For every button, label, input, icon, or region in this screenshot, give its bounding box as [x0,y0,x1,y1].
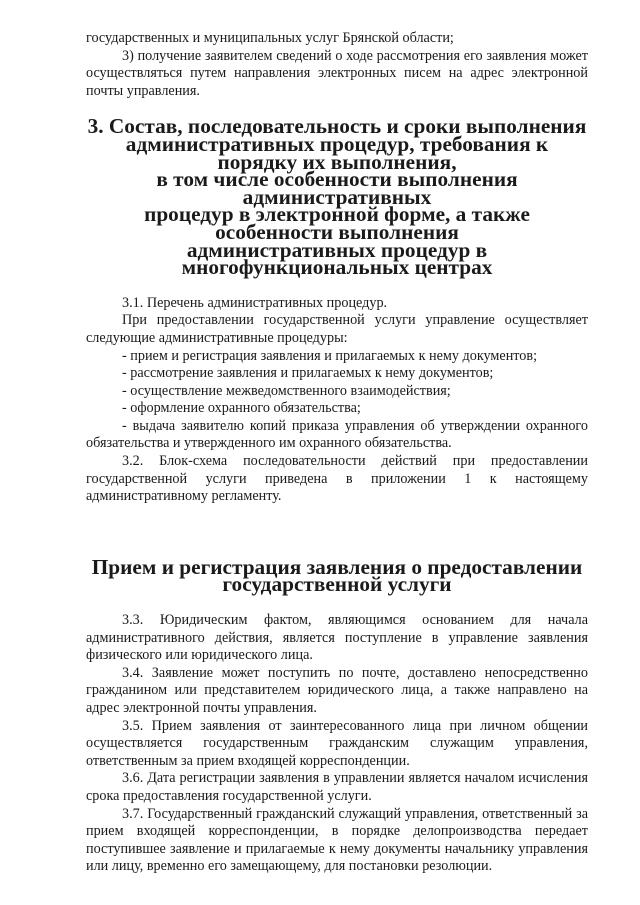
procedures-intro-paragraph: При предоставлении государственной услуги управление осуществляет следующие административные процедуры: [86,312,588,346]
continued-line: государственных и муниципальных услуг Брянской области; [86,30,454,46]
paragraph-3-2: 3.2. Блок-схема последовательности действий при предоставлении государственной услуги приведена в приложении 1 к настоящему административному регламенту. [86,453,588,505]
heading-line: административных процедур в многофункциональных центрах [181,237,493,280]
procedure-list-item: - прием и регистрация заявления и прилагаемых к нему документов; [122,347,538,364]
paragraph-3-6: 3.6. Дата регистрации заявления в управлении является началом исчисления срока предоставления государственной услуги. [86,770,588,804]
paragraph-3-5: 3.5. Прием заявления от заинтересованного лица при личном общении осуществляется государственным гражданским служащим управления, ответственным за прием входящей корреспонденции. [86,717,588,769]
procedure-list-item: - рассмотрение заявления и прилагаемых к нему документов; [122,365,494,382]
heading-line: 3. Состав, последовательность и сроки выполнения [87,114,587,139]
procedure-list-item: - выдача заявителю копий приказа управления об утверждении охранного обязательства и утвержденного им охранного обязательства. [86,417,588,452]
heading-line: в том числе особенности выполнения административных [156,167,518,209]
paragraph-3-7: 3.7. Государственный гражданский служащий управления, ответственный за прием входящей корреспонденции, в порядке делопроизводства передает поступившее заявление и прилагаемые к нему документы начальнику управления или лицу, временно его замещающему, для постановки резолюции. [86,805,588,875]
procedure-list-item: - осуществление межведомственного взаимодействия; [122,382,451,399]
section-3-heading [86,114,588,280]
procedure-list-item: - оформление охранного обязательства; [122,400,361,417]
item-3-paragraph: 3) получение заявителем сведений о ходе рассмотрения его заявления может осуществляться путем направления электронных писем на адрес электронной почты управления. [86,47,588,99]
heading-line: административных процедур, требования к порядку их выполнения, [125,131,549,174]
heading-line: государственной услуги [222,572,452,597]
subsection-heading [86,554,588,597]
paragraph-3-1: 3.1. Перечень административных процедур. [122,294,388,311]
heading-line: Прием и регистрация заявления о предоставлении [91,554,583,579]
paragraph-3-3: 3.3. Юридическим фактом, являющимся основанием для начала административного действия, является поступление в управление заявления физического или юридического лица. [86,612,588,664]
heading-line: процедур в электронной форме, а также особенности выполнения [144,202,530,244]
paragraph-3-4: 3.4. Заявление может поступить по почте, доставлено непосредственно гражданином или представителем юридического лица, а также направлено на адрес электронной почты управления. [86,664,588,716]
